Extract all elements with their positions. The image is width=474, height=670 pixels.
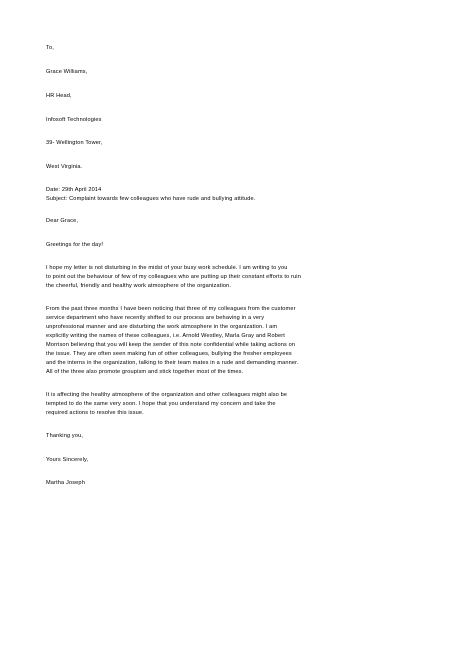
recipient-company: Infosoft Technologies <box>46 117 102 123</box>
paragraph-1-line: the cheerful, friendly and healthy work atmosphere of the organization. <box>46 283 232 289</box>
recipient-state: West Virginia. <box>46 164 83 170</box>
paragraph-2-line: Morrison believing that you will keep the sender of this note confidential while taking actions on <box>46 342 296 348</box>
paragraph-1-line: I hope my letter is not disturbing in the midst of your busy work schedule. I am writing to you <box>46 265 288 271</box>
paragraph-2-line: explicitly writing the names of these colleagues, i.e. Arnold Westley, Marla Gray and Robert <box>46 333 286 339</box>
recipient-name: Grace Williams, <box>46 69 88 75</box>
paragraph-3-line: tempted to do the same very soon. I hope that you understand my concern and take the <box>46 401 276 407</box>
paragraph-2-line: From the past three months I have been noticing that three of my colleagues from the customer <box>46 306 296 312</box>
paragraph-1-line: to point out the behaviour of few of my colleagues who are putting up their constant efforts to ruin <box>46 274 301 280</box>
paragraph-2-line: the issue. They are often seen making fun of other colleagues, bullying the fresher employees <box>46 351 292 357</box>
closing-thanks: Thanking you, <box>46 433 84 439</box>
paragraph-2-line: All of the three also promote groupism and stick together most of the times. <box>46 369 244 375</box>
paragraph-2-line: service department who have recently shifted to our process are behaving in a very <box>46 315 265 321</box>
recipient-title: HR Head, <box>46 93 72 99</box>
letter-date: Date: 29th April 2014 <box>46 187 102 193</box>
recipient-salutation: To, <box>46 45 54 51</box>
paragraph-2-line: and the interns in the organization, talking to their team mates in a rude and demanding manner. <box>46 360 299 366</box>
opening-line: Greetings for the day! <box>46 242 104 248</box>
closing-sign-off: Yours Sincerely, <box>46 457 89 463</box>
paragraph-3-line: required actions to resolve this issue. <box>46 410 144 416</box>
paragraph-2-line: unprofessional manner and are disturbing the work atmosphere in the organization. I am <box>46 324 278 330</box>
paragraph-3-line: It is affecting the healthy atmosphere of the organization and other colleagues might also be <box>46 392 288 398</box>
sender-name: Martha Joseph <box>46 480 85 486</box>
recipient-address: 39- Wellington Tower, <box>46 140 103 146</box>
greeting: Dear Grace, <box>46 218 79 224</box>
letter-subject: Subject: Complaint towards few colleagues who have rude and bullying attitude. <box>46 196 256 202</box>
